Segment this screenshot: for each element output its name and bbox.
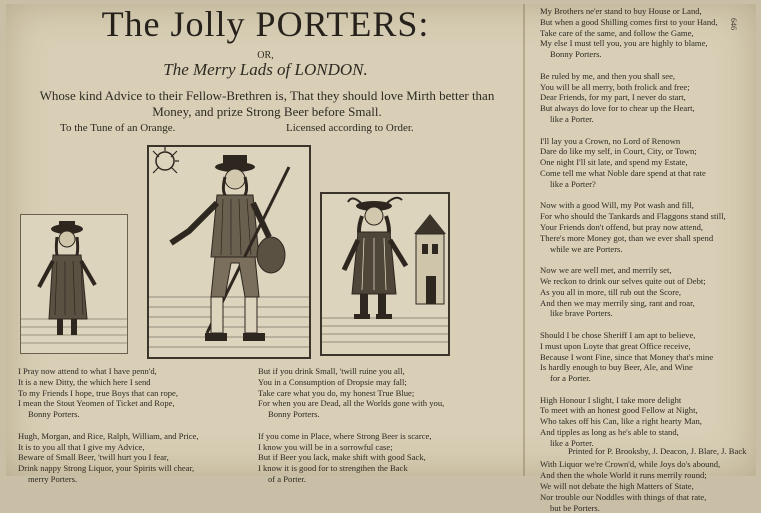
- verse-line: Bonny Porters.: [550, 49, 602, 60]
- verse-line: And then we may merrily sing, rant and roar,: [540, 297, 695, 308]
- verse-line: Now with a good Will, my Pot wash and fill,: [540, 200, 694, 211]
- verse-line: Now we are well met, and merrily set,: [540, 265, 672, 276]
- verse-line: I know it is good for to strengthen the Back: [258, 463, 408, 474]
- woodcut-porter: [147, 145, 311, 359]
- verse-line: merry Porters.: [28, 473, 78, 484]
- verse-line: Is hardly enough to buy Beer, Ale, and Wine: [540, 362, 693, 373]
- verse-line: Dear Friends, for my part, I never do start,: [540, 92, 686, 103]
- verse-line: [540, 190, 750, 201]
- verse-line: [540, 254, 750, 265]
- verse-line: We will not debate the high Matters of State,: [540, 481, 694, 492]
- printer-imprint: Printed for P. Brooksby, J. Deacon, J. Blare, J. Back: [568, 446, 747, 456]
- verse-line: Take care what you do, my honest True Blue;: [258, 387, 415, 398]
- verse-line: [258, 420, 518, 431]
- verse-line: You will be all merry, both frolick and free;: [540, 81, 690, 92]
- verse-line: For who should the Tankards and Flaggons stand still,: [540, 211, 726, 222]
- verse-line: [540, 125, 750, 136]
- verse-line: But always do love for to chear up the Heart,: [540, 103, 695, 114]
- woodcut-child: [20, 214, 128, 354]
- verse-column-2: [258, 366, 518, 485]
- ballad-title: The Jolly PORTERS:: [101, 4, 430, 44]
- verse-line: Bonny Porters.: [268, 409, 320, 420]
- gentleman-figure-icon: [322, 194, 448, 354]
- porter-figure-icon: [149, 147, 309, 357]
- verse-line: I must upon Loyte that great Office receive,: [540, 340, 691, 351]
- verse-line: I know you will be in a sorrowful case;: [258, 441, 393, 452]
- verse-line: like a Porter.: [550, 113, 594, 124]
- verse-line: [18, 420, 243, 431]
- verse-line: But if you drink Small, 'twill ruine you all,: [258, 366, 405, 376]
- verse-line: One night I'll sit late, and spend my Estate,: [540, 157, 688, 168]
- verse-line: Drink nappy Strong Liquor, your Spirits will chear,: [18, 463, 195, 474]
- verse-line: but be Porters.: [550, 502, 600, 513]
- verse-line: Should I be chose Sheriff I am apt to believe,: [540, 329, 696, 340]
- verse-line: There's more Money got, than we ever shall spend: [540, 232, 714, 243]
- or-connector: OR,: [257, 50, 274, 61]
- verse-line: Because I wont Fine, since that Money that's mine: [540, 351, 714, 362]
- verse-line: Bonny Porters.: [28, 409, 80, 420]
- verse-line: while we are Porters.: [550, 243, 623, 254]
- verse-line: [540, 384, 750, 395]
- verse-line: I Pray now attend to what I have penn'd,: [18, 366, 157, 376]
- verse-line: Be ruled by me, and then you shall see,: [540, 70, 676, 81]
- ballad-advice: Whose kind Advice to their Fellow-Brethren is, That they should love Mirth better than Money, and prize Strong Beer before Small.: [39, 88, 495, 119]
- verse-line: We reckon to drink our selves quite out of Debt;: [540, 275, 706, 286]
- verse-line: Come tell me what Noble dare spend at that rate: [540, 167, 706, 178]
- verse-line: It is to you all that I give my Advice,: [18, 441, 145, 452]
- fold-line: [523, 4, 525, 476]
- verse-line: But when a good Shilling comes first to your Hand,: [540, 16, 718, 27]
- verse-line: like a Porter.: [550, 437, 594, 448]
- verse-line: [540, 319, 750, 330]
- verse-line: And then the whole World it runs merrily round;: [540, 470, 707, 481]
- verse-line: Nor trouble our Noddles with things of that rate,: [540, 491, 707, 502]
- verse-column-1: [18, 366, 243, 485]
- woodcut-gentleman: [320, 192, 450, 356]
- verse-line: Beware of Small Beer, 'twill hurt you I fear,: [18, 452, 169, 463]
- verse-line: As you all in more, till rub out the Score,: [540, 286, 682, 297]
- verse-line: For when you are Dead, all the Worlds gone with you,: [258, 398, 445, 409]
- verse-line: To my Friends I hope, true Boys that can rope,: [18, 387, 179, 398]
- verse-line: Your Friends don't offend, but pray now attend,: [540, 221, 704, 232]
- child-figure-icon: [21, 215, 127, 353]
- verse-line: I mean the Stout Yeomen of Ticket and Rope,: [18, 398, 175, 409]
- verse-line: of a Porter.: [268, 473, 306, 484]
- verse-line: Dare do like my self, in Court, City, or Town;: [540, 146, 697, 157]
- verse-line: To meet with an honest good Fellow at Night,: [540, 405, 698, 416]
- tune-note: To the Tune of an Orange.: [60, 122, 176, 134]
- verse-line: Hugh, Morgan, and Rice, Ralph, William, and Price,: [18, 430, 199, 441]
- ballad-subtitle: The Merry Lads of LONDON.: [163, 60, 368, 79]
- margin-note: 646: [729, 18, 738, 30]
- verse-line: Take care of the same, and follow the Game,: [540, 27, 694, 38]
- verse-line: like brave Porters.: [550, 308, 613, 319]
- verse-column-3: [540, 6, 750, 513]
- verse-line: But if Beer you lack, make shift with good Sack,: [258, 452, 426, 463]
- verse-line: My else I must tell you, you are highly to blame,: [540, 38, 708, 49]
- verse-line: You in a Consumption of Dropsie may fall;: [258, 376, 407, 387]
- verse-line: It is a new Ditty, the which here I send: [18, 376, 151, 387]
- licensed-note: Licensed according to Order.: [286, 122, 414, 134]
- verse-line: If you come in Place, where Strong Beer is scarce,: [258, 430, 432, 441]
- verse-line: I'll lay you a Crown, no Lord of Renown: [540, 135, 681, 146]
- verse-line: for a Porter.: [550, 373, 591, 384]
- verse-line: High Honour I slight, I take more delight: [540, 394, 682, 405]
- verse-line: My Brothers ne'er stand to buy House or Land,: [540, 6, 702, 16]
- verse-line: With Liquor we're Crown'd, while Joys do's abound,: [540, 459, 721, 470]
- verse-line: like a Porter?: [550, 178, 596, 189]
- verse-line: And tipples as long as he's able to stand,: [540, 427, 679, 438]
- verse-line: Who takes off his Can, like a right hearty Man,: [540, 416, 702, 427]
- verse-line: [540, 60, 750, 71]
